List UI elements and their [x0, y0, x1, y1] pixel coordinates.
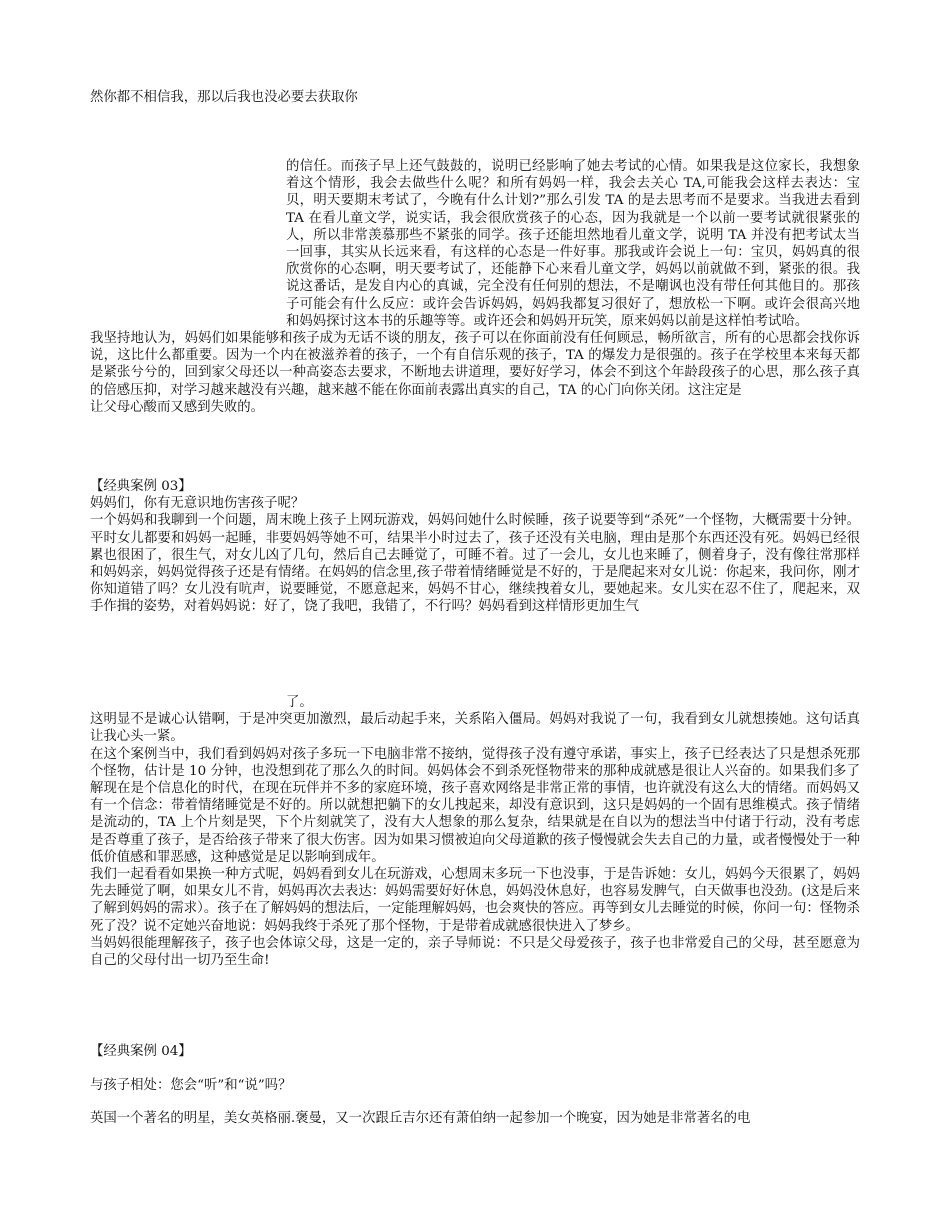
paragraph: 了。 — [286, 695, 313, 710]
paragraph: 我坚持地认为，妈妈们如果能够和孩子成为无话不谈的朋友，孩子可以在你面前没有任何顾忌，畅所欲言，所有的心思都会找你诉说，这比什么都重要。因为一个内在被滋养着的孩子，一个有自信乐观的孩子，TA 的爆发力是很强的。孩子在学校里本来每天都是紧张兮兮的，回到家父母还以一种高姿态去要求，不断地去讲道理，要好好学习，体会不到这个年龄段孩子的心思，那么孩子真的倍感压抑，对学习越来越没有兴趣，越来越不能在你面前表露出真实的自己，TA 的心门向你关闭。这注定是 — [90, 331, 860, 398]
case-heading: 【经典案例 03】 — [90, 479, 192, 494]
paragraph: 在这个案例当中，我们看到妈妈对孩子多玩一下电脑非常不接纳，觉得孩子没有遵守承诺，事实上，孩子已经表达了只是想杀死那个怪物，估计是 10 分钟，也没想到花了那么久的时间。妈妈体会不到杀死怪物带来的那种成就感是很让人兴奋的。如果我们多了解现在是个信息化的时代，在现在玩伴并不多的家庭环境，孩子喜欢网络是非常正常的事情，也许就没有这么大的情绪。而妈妈又有一个信念：带着情绪睡觉是不好的。所以就想把躺下的女儿拽起来，却没有意识到，这只是妈妈的一个固有思维模式。孩子情绪是流动的，TA 上个片刻是哭，下个片刻就笑了，没有大人想象的那么复杂，结果就是在自以为的想法当中付诸于行动，没有考虑是否尊重了孩子，是否给孩子带来了很大伤害。因为如果习惯被迫向父母道歉的孩子慢慢就会失去自己的力量，或者慢慢处于一种低价值感和罪恶感，这种感觉是足以影响到成年。 — [90, 746, 860, 865]
paragraph: 的信任。而孩子早上还气鼓鼓的，说明已经影响了她去考试的心情。如果我是这位家长，我想象着这个情形，我会去做些什么呢？和所有妈妈一样，我会去关心 TA,可能我会这样去表达：宝贝，明天要期末考试了，今晚有什么计划?”那么引发 TA 的是去思考而不是要求。当我进去看到 TA 在看儿童文学，说实话，我会很欣赏孩子的心态，因为我就是一个以前一要考试就很紧张的人，所以非常羡慕那些不紧张的同学。孩子还能坦然地看儿童文学，说明 TA 并没有把考试太当一回事，其实从长远来看，有这样的心态是一件好事。那我或许会说上一句：宝贝，妈妈真的很欣赏你的心态啊，明天要考试了，还能静下心来看儿童文学，妈妈以前就做不到，紧张的很。我说这番话，是发自内心的真诚，完全没有任何别的想法，不是嘲讽也没有带任何其他目的。那孩子可能会有什么反应：或许会告诉妈妈，妈妈我都复习很好了，想放松一下啊。或许会很高兴地和妈妈探讨这本书的乐趣等等。或许还会和妈妈开玩笑，原来妈妈以前是这样怕考试哈。 — [286, 159, 860, 329]
case-04-body-block — [90, 1110, 860, 1127]
paragraph: 一个妈妈和我聊到一个问题，周末晚上孩子上网玩游戏，妈妈问她什么时候睡，孩子说要等到“杀死”一个怪物，大概需要十分钟。平时女儿都要和妈妈一起睡，非要妈妈等她不可，结果半小时过去了，孩子还没有关电脑，理由是那个东西还没有死。妈妈已经很累也很困了，很生气，对女儿凶了几句，然后自己去睡觉了，可睡不着。过了一会儿，女儿也来睡了，侧着身子，没有像往常那样和妈妈亲，妈妈觉得孩子还是有情绪。在妈妈的信念里,孩子带着情绪睡觉是不好的，于是爬起来对女儿说：你起来，我问你，刚才你知道错了吗？女儿没有吭声，说要睡觉，不愿意起来，妈妈不甘心，继续拽着女儿，要她起来。女儿实在忍不住了，爬起来，双手作揖的姿势，对着妈妈说：好了，饶了我吧，我错了，不行吗？妈妈看到这样情形更加生气 — [90, 513, 860, 615]
paragraph: 我们一起看看如果换一种方式呢，妈妈看到女儿在玩游戏，心想周末多玩一下也没事，于是告诉她：女儿，妈妈今天很累了，妈妈先去睡觉了啊，如果女儿不肯，妈妈再次去表达：妈妈需要好好休息，妈妈没休息好，也容易发脾气，白天做事也没劲。(这是后来了解到妈妈的需求）。孩子在了解妈妈的想法后，一定能理解妈妈，也会爽快的答应。再等到女儿去睡觉的时候，你问一句：怪物杀死了没？说不定她兴奋地说：妈妈我终于杀死了那个怪物，于是带着成就感很快进入了梦乡。 — [90, 867, 860, 934]
text-block-case-03-continued — [90, 694, 860, 969]
paragraph: 与孩子相处：您会“听”和“说”吗？ — [90, 1078, 292, 1093]
paragraph: 让父母心酸而又感到失败的。 — [90, 399, 265, 415]
paragraph: 英国一个著名的明星，美女英格丽.褒曼，又一次跟丘吉尔还有萧伯纳一起参加一个晚宴，因为她是非常著名的电 — [90, 1111, 751, 1126]
paragraph: 这明显不是诚心认错啊，于是冲突更加激烈，最后动起手来，关系陷入僵局。妈妈对我说了一句，我看到女儿就想揍她。这句话真让我心头一紧。 — [90, 712, 860, 745]
text-block-top — [90, 89, 860, 106]
case-heading: 【经典案例 04】 — [90, 1044, 192, 1059]
paragraph: 然你都不相信我，那以后我也没必要去获取你 — [90, 90, 358, 105]
text-block-trust — [90, 158, 860, 416]
case-04-heading-block — [90, 1043, 860, 1060]
paragraph: 当妈妈很能理解孩子，孩子也会体谅父母，这是一定的，亲子导师说：不只是父母爱孩子，孩子也非常爱自己的父母，甚至愿意为自己的父母付出一切乃至生命! — [90, 935, 860, 969]
case-04-subtitle-block — [90, 1077, 860, 1094]
paragraph: 妈妈们，你有无意识地伤害孩子呢？ — [90, 496, 305, 512]
text-block-case-03 — [90, 478, 860, 616]
